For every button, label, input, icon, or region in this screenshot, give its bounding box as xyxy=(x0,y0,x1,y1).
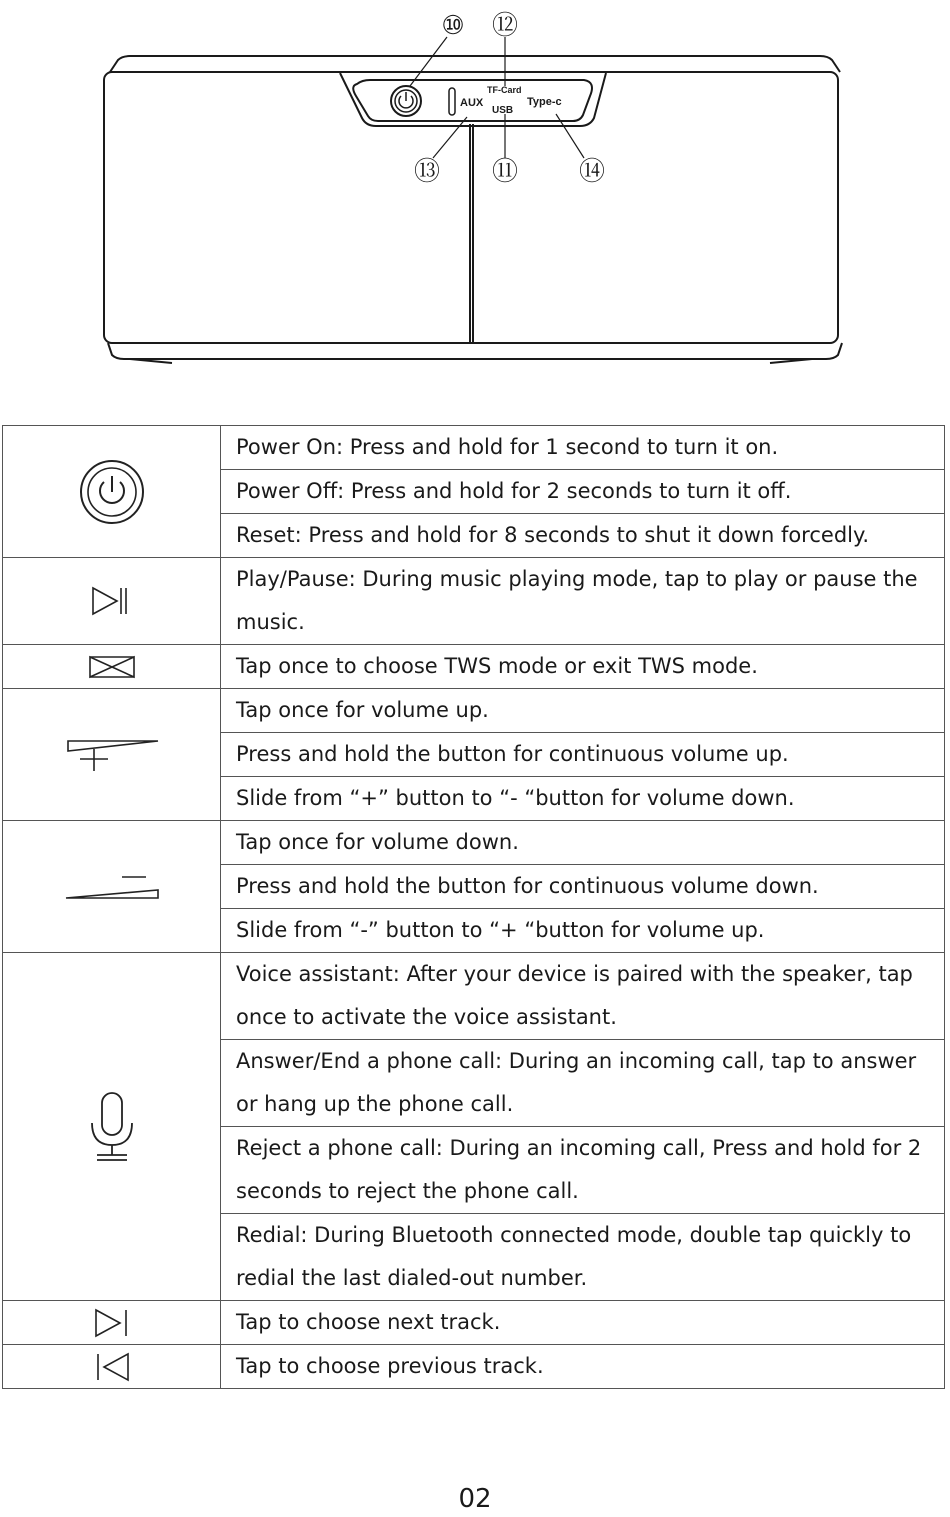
table-cell: Voice assistant: After your device is paired with the speaker, tap once to activate the voice assistant. xyxy=(221,953,945,1040)
table-row xyxy=(3,1345,945,1389)
table-cell: Tap once for volume down. xyxy=(221,821,945,865)
callout-14: ⑭ xyxy=(578,156,606,186)
previous-track-icon xyxy=(94,1352,130,1382)
icon-cell xyxy=(3,953,221,1301)
icon-cell xyxy=(3,645,221,689)
table-cell: Tap once for volume up. xyxy=(221,689,945,733)
icon-cell xyxy=(3,821,221,953)
callout-12: ⑫ xyxy=(491,10,519,40)
table-cell: Power Off: Press and hold for 2 seconds to turn it off. xyxy=(221,470,945,514)
tws-icon xyxy=(88,655,136,679)
table-cell: Slide from “-” button to “+ “button for volume up. xyxy=(221,909,945,953)
port-label-aux: AUX xyxy=(460,97,484,109)
table-cell: Play/Pause: During music playing mode, tap to play or pause the music. xyxy=(221,558,945,645)
port-label-type-c: Type-c xyxy=(527,96,562,108)
microphone-icon xyxy=(85,1091,139,1163)
icon-cell xyxy=(3,426,221,558)
table-row xyxy=(3,558,945,645)
icon-cell xyxy=(3,558,221,645)
table-row xyxy=(3,821,945,865)
table-row xyxy=(3,1301,945,1345)
table-cell: Slide from “+” button to “- “button for volume down. xyxy=(221,777,945,821)
callout-13: ⑬ xyxy=(413,156,441,186)
table-row xyxy=(3,645,945,689)
table-row xyxy=(3,689,945,733)
volume-up-icon xyxy=(64,735,160,775)
callout-11: ⑪ xyxy=(491,156,519,186)
table-cell: Tap to choose previous track. xyxy=(221,1345,945,1389)
button-functions-table xyxy=(2,425,945,1389)
table-cell: Power On: Press and hold for 1 second to turn it on. xyxy=(221,426,945,470)
table-cell: Answer/End a phone call: During an incoming call, tap to answer or hang up the phone call. xyxy=(221,1040,945,1127)
port-label-usb: USB xyxy=(492,105,514,116)
power-icon xyxy=(79,459,145,525)
table-cell: Tap once to choose TWS mode or exit TWS mode. xyxy=(221,645,945,689)
table-cell: Reject a phone call: During an incoming call, Press and hold for 2 seconds to reject the phone call. xyxy=(221,1127,945,1214)
icon-cell xyxy=(3,689,221,821)
table-cell: Reset: Press and hold for 8 seconds to shut it down forcedly. xyxy=(221,514,945,558)
icon-cell xyxy=(3,1345,221,1389)
icon-cell xyxy=(3,1301,221,1345)
callout-10: ⑩ xyxy=(441,10,465,40)
table-cell: Press and hold the button for continuous volume up. xyxy=(221,733,945,777)
volume-down-icon xyxy=(64,872,160,902)
table-cell: Tap to choose next track. xyxy=(221,1301,945,1345)
table-cell: Redial: During Bluetooth connected mode, double tap quickly to redial the last dialed-out number. xyxy=(221,1214,945,1301)
table-row xyxy=(3,426,945,470)
play-pause-icon xyxy=(91,586,133,616)
table-cell: Press and hold the button for continuous volume down. xyxy=(221,865,945,909)
page-number: 02 xyxy=(458,1484,492,1514)
port-label-tf-card: TF-Card xyxy=(487,85,522,95)
speaker-back-diagram xyxy=(0,0,950,380)
next-track-icon xyxy=(94,1308,130,1338)
table-row xyxy=(3,953,945,1040)
